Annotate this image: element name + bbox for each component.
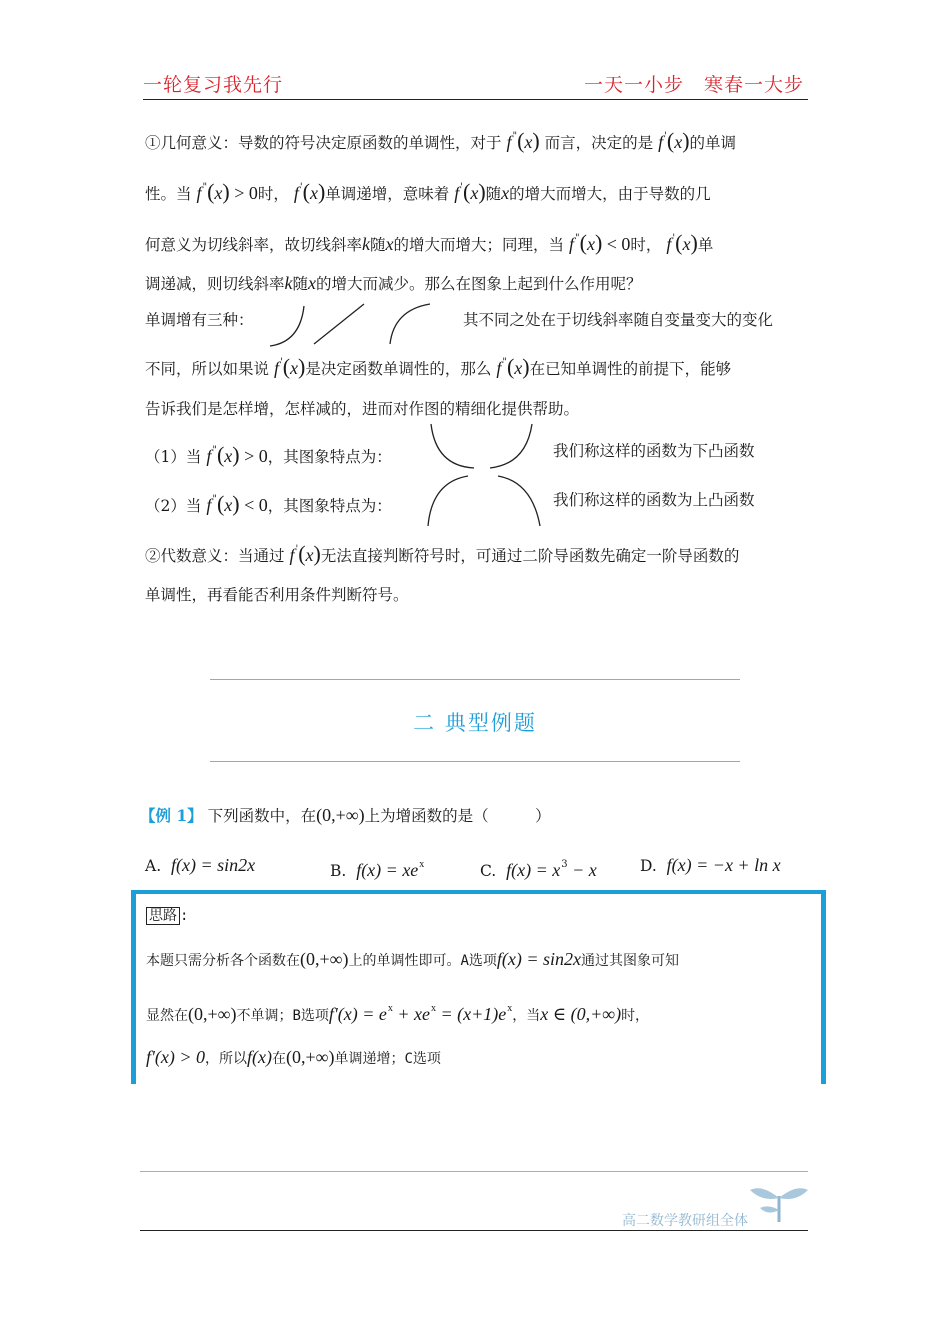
para2-line3: 告诉我们是怎样增，怎样减的，进而对作图的精细化提供帮助。: [145, 400, 580, 418]
option-a[interactable]: A. f(x) = sin2x: [145, 855, 256, 875]
convex-down-left-branch: [431, 424, 474, 468]
header-right-slogan: 一天一小步 寒春一大步: [584, 74, 805, 96]
convex-up-curves-figure: [424, 472, 544, 530]
solution-tag: 思路 :: [146, 905, 188, 927]
para1-line2: 性。当 f"(x) > 0时， f'(x)单调递增，意味着 f'(x)随x的增大而增大，由于导数的几: [145, 179, 711, 204]
para2-line2: 不同，所以如果说 f'(x)是决定函数单调性的，那么 f"(x)在已知单调性的前提下，能够: [145, 354, 732, 379]
convex-up-right-branch: [498, 476, 540, 526]
sprout-logo-icon: [748, 1180, 810, 1224]
header-left-title: 一轮复习我先行: [143, 74, 284, 96]
solution-line2: 显然在(0,+∞)不单调；B选项$f'(x) = e^x + xe^x = (x+1)e^x$，当x ∈ (0,+∞)时，: [146, 1003, 650, 1024]
footer-text: 高二数学教研组全体: [622, 1213, 748, 1229]
option-d[interactable]: D. f(x) = −x + ln x: [640, 855, 781, 875]
footer-bottom-rule: [140, 1230, 808, 1231]
example-tag: 【例 1】: [140, 806, 203, 825]
para1-line1: ①几何意义：导数的符号决定原函数的单调性，对于 f"(x) 而言，决定的是 f'(x)的单调: [145, 128, 737, 153]
example1-stem: 【例 1】 下列函数中，在(0,+∞)上为增函数的是（ ）: [140, 805, 551, 825]
case2-line: （2）当 f"(x) < 0，其图象特点为：: [145, 491, 392, 516]
para3-line2: 单调性，再看能否利用条件判断符号。: [145, 586, 409, 604]
section-title: 二 典型例题: [413, 711, 537, 735]
convex-up-left-branch: [428, 476, 468, 526]
case1-line: （1）当 f"(x) > 0，其图象特点为：: [145, 442, 392, 467]
linear-increasing-line: [314, 304, 364, 344]
header-rule: [143, 99, 808, 100]
para1-line4: 调递减，则切线斜率k随x的增大而减少。那么在图象上起到什么作用呢？: [145, 273, 642, 293]
solution-line3: f'(x) > 0，所以f(x)在(0,+∞)单调递增；C选项: [146, 1047, 441, 1067]
option-b[interactable]: B. $f(x) = xe^x$: [330, 859, 425, 880]
concave-down-increasing-curve: [270, 306, 304, 346]
three-kinds-tail: 其不同之处在于切线斜率随自变量变大的变化: [463, 311, 774, 329]
convex-down-curves-figure: [428, 422, 538, 472]
para3-line1: ②代数意义：当通过 f'(x)无法直接判断符号时，可通过二阶导函数先确定一阶导函数的: [145, 541, 740, 566]
three-increasing-curves-figure: [266, 300, 446, 348]
convex-down-right-branch: [490, 424, 532, 468]
case2-description: 我们称这样的函数为上凸函数: [553, 491, 755, 509]
section-bottom-rule: [210, 761, 740, 762]
case1-description: 我们称这样的函数为下凸函数: [553, 442, 755, 460]
footer-top-rule: [140, 1171, 808, 1172]
concave-up-increasing-curve: [390, 304, 430, 344]
option-c[interactable]: C. $f(x) = x^3 - x$: [480, 859, 597, 880]
para1-line3: 何意义为切线斜率，故切线斜率k随x的增大而增大；同理，当 f"(x) < 0时， f'(x)单: [145, 230, 714, 255]
section-top-rule: [210, 679, 740, 680]
solution-line1: 本题只需分析各个函数在(0,+∞)上的单调性即可。A选项f(x) = sin2x通过其图象可知: [146, 949, 680, 969]
three-kinds-label: 单调增有三种：: [145, 311, 254, 329]
